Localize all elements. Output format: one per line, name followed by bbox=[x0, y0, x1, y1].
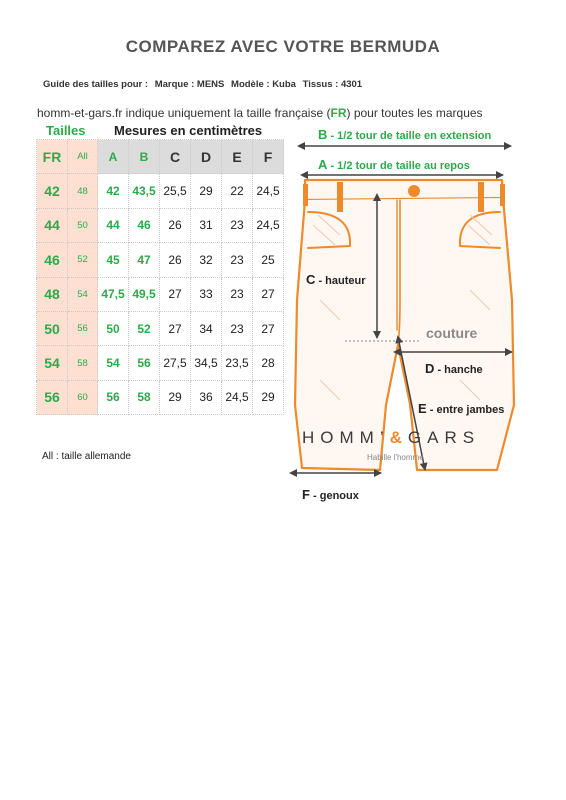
cell-e: 23 bbox=[222, 277, 253, 311]
col-header-all: All bbox=[68, 140, 98, 174]
cell-a: 47,5 bbox=[98, 277, 129, 311]
cell-b: 58 bbox=[129, 380, 160, 414]
page-title: COMPAREZ AVEC VOTRE BERMUDA bbox=[125, 37, 441, 56]
cell-c: 25,5 bbox=[160, 174, 191, 208]
cell-c: 29 bbox=[160, 380, 191, 414]
cell-c: 26 bbox=[160, 243, 191, 277]
cell-all: 54 bbox=[68, 277, 98, 311]
cell-b: 47 bbox=[129, 243, 160, 277]
belt-loop bbox=[478, 182, 484, 212]
cell-all: 58 bbox=[68, 346, 98, 380]
cell-b: 49,5 bbox=[129, 277, 160, 311]
notice-after: ) pour toutes les marques bbox=[346, 106, 483, 120]
label-a: A - 1/2 tour de taille au repos bbox=[318, 157, 470, 172]
cell-f: 27 bbox=[253, 277, 284, 311]
cell-f: 24,5 bbox=[253, 208, 284, 242]
label-f: F - genoux bbox=[302, 487, 359, 502]
cell-d: 31 bbox=[191, 208, 222, 242]
cell-fr: 56 bbox=[37, 380, 68, 414]
belt-loop bbox=[337, 182, 343, 212]
label-d: D - hanche bbox=[425, 361, 483, 376]
cell-e: 23,5 bbox=[222, 346, 253, 380]
cell-d: 34 bbox=[191, 311, 222, 345]
button-icon bbox=[408, 185, 420, 197]
sizes-heading: Tailles bbox=[46, 123, 86, 138]
belt-loop bbox=[303, 184, 308, 206]
fabric-label: Tissus : 4301 bbox=[302, 79, 363, 90]
col-header-d: D bbox=[191, 140, 222, 174]
cell-c: 27 bbox=[160, 277, 191, 311]
cell-b: 52 bbox=[129, 311, 160, 345]
col-header-fr: FR bbox=[37, 140, 68, 174]
cell-a: 50 bbox=[98, 311, 129, 345]
cell-e: 23 bbox=[222, 243, 253, 277]
model-label: Modèle : Kuba bbox=[231, 79, 296, 90]
cell-fr: 50 bbox=[37, 311, 68, 345]
cell-f: 28 bbox=[253, 346, 284, 380]
notice-before: homm-et-gars.fr indique uniquement la taille française ( bbox=[37, 106, 331, 120]
cell-a: 56 bbox=[98, 380, 129, 414]
cell-f: 29 bbox=[253, 380, 284, 414]
label-e: E - entre jambes bbox=[418, 401, 505, 416]
cell-b: 46 bbox=[129, 208, 160, 242]
col-header-b: B bbox=[129, 140, 160, 174]
notice-fr: FR bbox=[330, 106, 347, 120]
col-header-f: F bbox=[253, 140, 284, 174]
cell-e: 22 bbox=[222, 174, 253, 208]
cell-a: 54 bbox=[98, 346, 129, 380]
col-header-e: E bbox=[222, 140, 253, 174]
cell-d: 36 bbox=[191, 380, 222, 414]
brand-slogan: Habille l'homme bbox=[367, 453, 424, 462]
cell-fr: 48 bbox=[37, 277, 68, 311]
measures-heading: Mesures en centimètres bbox=[114, 123, 263, 138]
cell-a: 42 bbox=[98, 174, 129, 208]
label-b: B - 1/2 tour de taille en extension bbox=[318, 127, 492, 142]
guide-label: Guide des tailles pour : bbox=[43, 79, 149, 90]
col-header-c: C bbox=[160, 140, 191, 174]
cell-fr: 42 bbox=[37, 174, 68, 208]
cell-c: 26 bbox=[160, 208, 191, 242]
cell-c: 27,5 bbox=[160, 346, 191, 380]
footnote: All : taille allemande bbox=[42, 451, 131, 462]
cell-all: 56 bbox=[68, 311, 98, 345]
cell-d: 34,5 bbox=[191, 346, 222, 380]
cell-d: 33 bbox=[191, 277, 222, 311]
cell-all: 48 bbox=[68, 174, 98, 208]
cell-b: 56 bbox=[129, 346, 160, 380]
cell-d: 29 bbox=[191, 174, 222, 208]
cell-f: 25 bbox=[253, 243, 284, 277]
brand-logo: HOMM’&GARS bbox=[302, 428, 481, 447]
brand-label: Marque : MENS bbox=[154, 79, 225, 90]
cell-all: 60 bbox=[68, 380, 98, 414]
cell-a: 44 bbox=[98, 208, 129, 242]
cell-e: 24,5 bbox=[222, 380, 253, 414]
cell-b: 43,5 bbox=[129, 174, 160, 208]
label-couture: couture bbox=[426, 325, 478, 341]
belt-loop bbox=[500, 184, 505, 206]
cell-d: 32 bbox=[191, 243, 222, 277]
cell-all: 50 bbox=[68, 208, 98, 242]
cell-f: 24,5 bbox=[253, 174, 284, 208]
col-header-a: A bbox=[98, 140, 129, 174]
cell-c: 27 bbox=[160, 311, 191, 345]
cell-f: 27 bbox=[253, 311, 284, 345]
cell-fr: 46 bbox=[37, 243, 68, 277]
cell-fr: 54 bbox=[37, 346, 68, 380]
cell-fr: 44 bbox=[37, 208, 68, 242]
cell-e: 23 bbox=[222, 208, 253, 242]
cell-e: 23 bbox=[222, 311, 253, 345]
cell-all: 52 bbox=[68, 243, 98, 277]
cell-a: 45 bbox=[98, 243, 129, 277]
label-c: C - hauteur bbox=[306, 272, 366, 287]
